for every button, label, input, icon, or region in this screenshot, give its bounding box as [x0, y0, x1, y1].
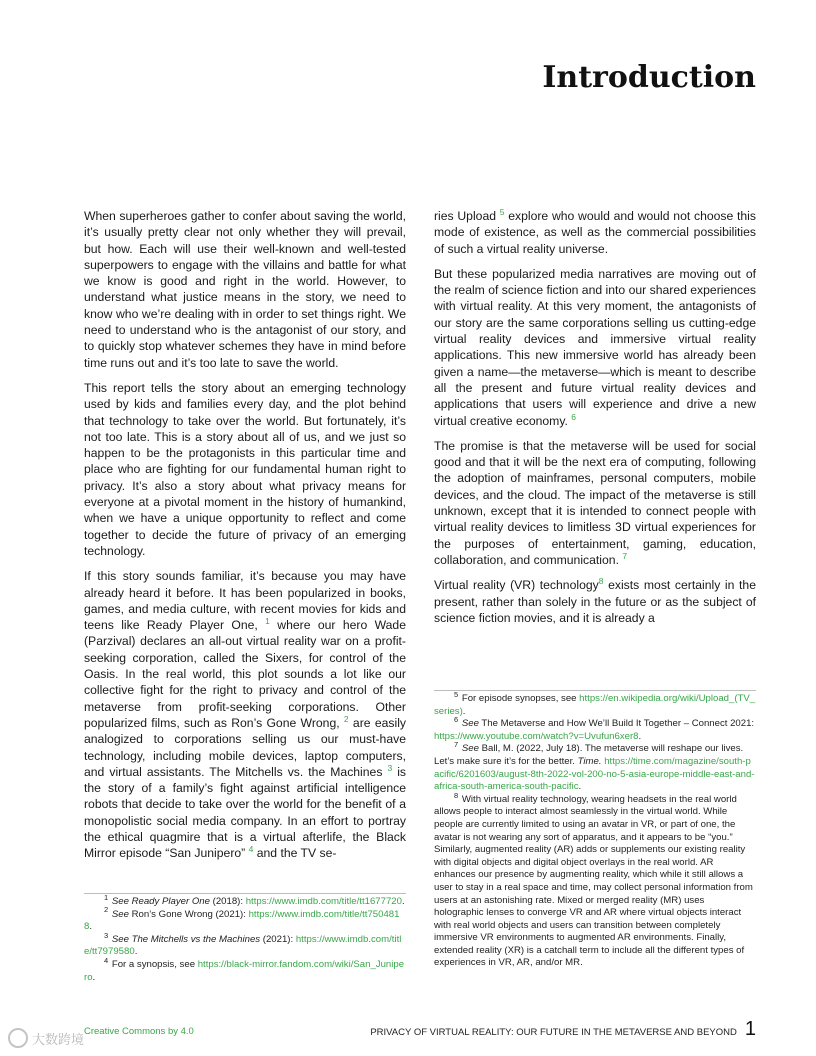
footnote — [84, 930, 406, 959]
text-run: The promise is that the metaverse will be used for social good and that it will be the next era of computing, following the adoption of mainframes, personal computers, mobile devices, and the cloud. The impact of the metaverse is still unknown, except that it is intended to connect people with virtual reality devices to limitless 3D virtual experiences for the purposes of entertainment, gaming, education, collaboration, and communication. — [434, 438, 756, 567]
footnote-text: (2021): — [260, 933, 296, 945]
footnote-number: 8 — [454, 790, 459, 800]
page-title: Introduction — [542, 60, 756, 95]
text-run: is the story of a family’s fight against artificial intelligence robots that decide to take over the world for the benefit of a monopolistic social media company. In an effort to portray the ethical quagmire that is a virtual afterlife, the Black Mirror episode “San Junipero” — [84, 764, 407, 861]
footnote — [434, 689, 756, 718]
footnote-ref[interactable]: 1 — [265, 616, 270, 627]
footnote-link[interactable]: https://www.imdb.com/title/tt7979580 — [84, 933, 402, 958]
text-run: and the TV se- — [253, 846, 337, 861]
footnote-text: Time. — [577, 755, 602, 767]
watermark-text: 大数跨境 — [32, 1031, 85, 1047]
footnote-text: Ball, M. (2022, July 18). The metaverse will reshape our lives. Let’s make sure it’s for the better. — [434, 743, 744, 767]
text-run: where our hero Wade (Parzival) declares an all-out virtual reality war on a profit-seeking corporation, called the Sixers, for control of the Oasis. In the real world, this plot sounds a lot like our collective fight for the right to privacy and control of the metaverse from profit-seeking corporations. Other popularized films, such as Ron’s Gone Wrong, — [84, 618, 406, 730]
footnote-ref[interactable]: 8 — [598, 576, 604, 587]
footnote-divider — [434, 690, 756, 691]
footnote-number: 1 — [104, 892, 109, 902]
footnote-text: Ron’s Gone Wrong (2021): — [128, 908, 249, 920]
footnote-ref[interactable]: 3 — [387, 762, 393, 773]
footnote — [434, 790, 756, 970]
footnote-ref[interactable]: 2 — [343, 713, 349, 724]
footnote-link[interactable]: https://www.youtube.com/watch?v=Uvufun6xer8 — [434, 730, 639, 742]
footnote-number: 5 — [454, 689, 459, 699]
footnote-divider — [84, 893, 406, 894]
footnote-number: 6 — [454, 715, 459, 724]
text-run: But these popularized media narratives are moving out of the realm of science fiction and into our shared experiences with virtual reality. At this very moment, the antagonists of our story are the same corporations selling us cutting-edge virtual reality devices and immersive virtual reality applications. This new immersive world has already been given a name—the metaverse—which is meant to describe all the present and future virtual reality devices and applications that users will experience and drive a new virtual creative economy. — [434, 266, 756, 428]
running-title: PRIVACY OF VIRTUAL REALITY: OUR FUTURE IN THE METAVERSE AND BEYOND — [370, 1027, 737, 1038]
footnote-text: . — [462, 705, 466, 717]
text-run: ries Upload — [434, 209, 500, 223]
footnote-text: For episode synopses, see — [461, 693, 580, 704]
footnote-text: . — [92, 971, 96, 983]
footnote-text: . — [638, 730, 642, 742]
footnote-link[interactable]: https://time.com/magazine/south-pacific/6201603/august-8th-2022-vol-200-no-5-asia-europe-middle-east-and-africa-south-america-south-pacific — [434, 755, 755, 793]
body-paragraph — [434, 208, 756, 257]
body-paragraph — [434, 438, 756, 568]
footnote-text: See — [461, 718, 479, 730]
footnote-link[interactable]: https://www.imdb.com/title/tt1677720 — [245, 896, 402, 907]
license-link[interactable]: Creative Commons by 4.0 — [84, 1026, 194, 1037]
footnote-number: 3 — [104, 930, 109, 940]
footnote-text: See — [111, 908, 129, 920]
footnote-text: The Metaverse and How We’ll Build It Together – Connect 2021: — [478, 718, 755, 730]
footnote-text: . — [134, 946, 138, 958]
footnote-ref[interactable]: 6 — [571, 411, 577, 422]
page-number: 1 — [744, 1018, 756, 1040]
text-run: explore who would and would not choose this mode of existence, as well as the commercial possibilities of such a virtual reality universe. — [434, 209, 756, 256]
footnote-ref[interactable]: 5 — [499, 206, 505, 217]
body-column-right — [434, 208, 756, 635]
text-run: If this story sounds familiar, it’s because you may have already heard it before. It has been popularized in books, games, and media culture, with recent movies for kids and teens like Ready Player One, — [84, 569, 406, 633]
body-paragraph — [434, 266, 756, 429]
body-paragraph: When superheroes gather to confer about saving the world, it’s usually pretty clear not only whether they will prevail, but how. Each will use their well-known and well-tested superpowers to engage with the villains and battle for what we know is good and right in the world. However, to understand what justice means in the story, we need to know who we’re dealing with in order to set things right. We need to understand who is the antagonist of our story, and to quickly stop whatever schemes they have in mind before time runs out and it’s too late to save the world. — [84, 209, 406, 370]
footnotes-left — [84, 893, 406, 984]
body-column-left — [84, 208, 406, 871]
footnote-text: See Ready Player One — [111, 896, 210, 907]
footnote-number: 4 — [104, 955, 109, 965]
footnote-text: With virtual reality technology, wearing headsets in the real world allows people to interact almost seamlessly in the virtual world. While people are currently limited to using an avatar in VR, or part of one, the avatar is not wearing any sort of apparatus, and it appears to be “you.” Similarly, augmented reality (AR) adds or supplements our existing reality with digital objects and digital object overlays in the real world. AR enhances our presence by augmenting reality, which while it still allows a user to stay in a real space and time, may collect personal information from users at an astonishing rate. Mixed or merged reality (MR) uses holographic lenses to converge VR and AR where virtual objects interact with real world objects and users can transition between completely immersive VR environments to augmented AR environments. Finally, extended reality (XR) is a catchall term to include all the different types of experiences in VR, AR, and/or MR. — [434, 793, 753, 969]
text-run: Virtual reality (VR) technology — [434, 578, 599, 593]
footnote-text: See — [461, 743, 479, 755]
body-paragraph — [84, 568, 406, 861]
footnote — [434, 740, 756, 793]
footnote-ref[interactable]: 7 — [622, 550, 628, 561]
footnote-link[interactable]: https://en.wikipedia.org/wiki/Upload_(TV_series) — [434, 693, 756, 717]
text-run: are easily analogized to corporations selling us our must-have technology, including mobile devices, laptop computers, and virtual assistants. The Mitchells vs. the Machines — [84, 715, 406, 779]
footnote — [84, 905, 406, 934]
footnote-number: 7 — [454, 740, 459, 750]
body-paragraph: This report tells the story about an emerging technology used by kids and families every day, and the plot behind that technology to take over the world. But fortunately, it’s not too late. This is a story about all of us, and we just so happen to be the protagonists in this particular time and place who are fighting for our fundamental human right to privacy. It’s also a story about what privacy means for everyone at a pivotal moment in the history of humankind, when we have a unique opportunity to reflect and come together to decide the future of privacy of an emerging technology. — [84, 380, 406, 558]
footnote-number: 2 — [104, 905, 109, 915]
page-footer — [370, 1018, 756, 1041]
footnote-text: . — [89, 921, 93, 933]
footnote — [434, 715, 756, 743]
footnotes-right — [434, 690, 756, 970]
footnote-text: . — [401, 896, 405, 907]
footnote-text: See The Mitchells vs the Machines — [111, 933, 261, 945]
watermark — [8, 1028, 84, 1048]
footnote — [84, 892, 406, 909]
footnote-link[interactable]: https://black-mirror.fandom.com/wiki/San_Junipero — [84, 958, 405, 983]
footnote-ref[interactable]: 4 — [248, 844, 254, 855]
footnote-text: . — [578, 781, 582, 793]
footnote-link[interactable]: https://www.imdb.com/title/tt7504818 — [84, 908, 400, 933]
footnote-text: For a synopsis, see — [111, 958, 198, 970]
watermark-logo-icon — [8, 1028, 28, 1048]
text-run: exists most certainly in the present, rather than solely in the future or as the subject of science fiction movies, and it is already a — [434, 578, 756, 625]
body-paragraph — [434, 577, 756, 626]
footnote — [84, 955, 406, 984]
footnote-text: (2018): — [209, 896, 246, 907]
